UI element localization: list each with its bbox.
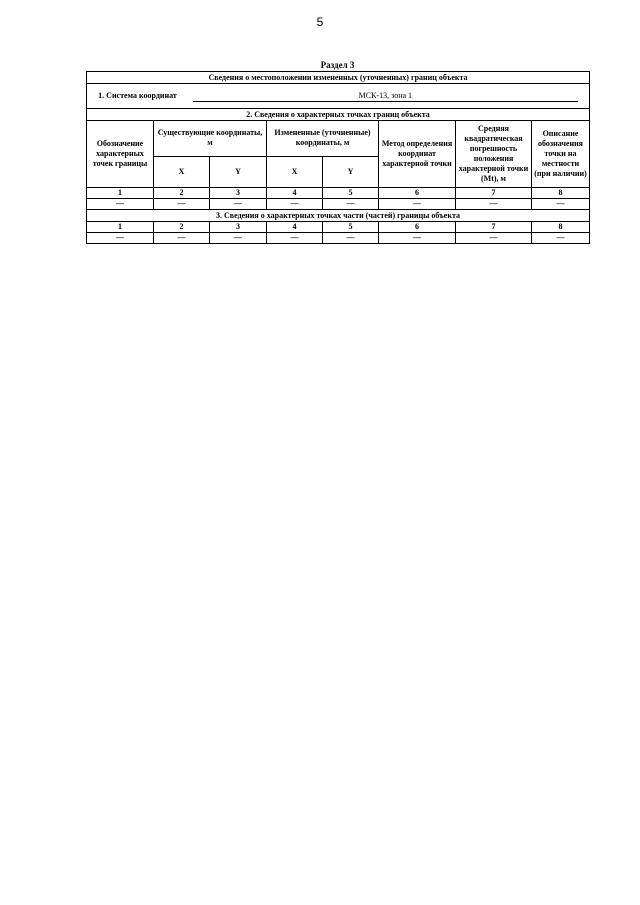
table-cell: — [323,199,379,210]
table-cell: — [379,233,456,244]
table-cell: — [154,233,210,244]
col-number: 5 [323,222,379,233]
table-row [87,233,590,244]
table-cell: — [456,199,532,210]
col-number: 1 [87,222,154,233]
section1-title: Сведения о местоположении измененных (уточненных) границ объекта [87,72,590,84]
header-changed-y: Y [323,156,379,187]
coord-system-value: МСК-13, зона 1 [193,91,578,102]
boundary-table [86,71,590,244]
table-cell: — [267,233,323,244]
section-title: Раздел 3 [320,60,355,70]
table-cell: — [532,233,590,244]
header-changed-x: X [267,156,323,187]
header-existing: Существующие координаты, м [154,121,267,157]
header-method: Метод определения координат характерной точки [379,121,456,188]
col-number: 2 [154,222,210,233]
table-cell: — [87,199,154,210]
section3-title-row [87,210,590,222]
table-cell: — [210,233,267,244]
table-cell: — [267,199,323,210]
col-number: 8 [532,188,590,199]
col-number: 5 [323,188,379,199]
header-existing-x: X [154,156,210,187]
col-number: 7 [456,188,532,199]
col-number: 3 [210,188,267,199]
header-description: Описание обозначения точки на местности (при наличии) [532,121,590,188]
table-cell: — [532,199,590,210]
section2-title: 2. Сведения о характерных точках границ объекта [87,109,590,121]
table-cell: — [379,199,456,210]
header-changed: Измененные (уточненные) координаты, м [267,121,379,157]
table-cell: — [154,199,210,210]
col-number: 2 [154,188,210,199]
page-number: 5 [316,15,324,29]
col-number: 8 [532,222,590,233]
col-number: 1 [87,188,154,199]
header-designation: Обозначение характерных точек границы [87,121,154,188]
section3-title: 3. Сведения о характерных точках части (частей) границы объекта [87,210,590,222]
header-error: Средняя квадратическая погрешность положения характерной точки (Mt), м [456,121,532,188]
col-number: 4 [267,222,323,233]
section2-column-numbers [87,188,590,199]
col-number: 3 [210,222,267,233]
col-number: 7 [456,222,532,233]
header-existing-y: Y [210,156,267,187]
section2-title-row [87,109,590,121]
table-row [87,199,590,210]
section3-column-numbers [87,222,590,233]
col-number: 6 [379,222,456,233]
coord-system-label: 1. Система координат [98,90,177,100]
section2-header-row-1 [87,121,590,157]
section1-title-row [87,72,590,84]
coord-system-cell [87,84,590,109]
table-cell: — [210,199,267,210]
col-number: 6 [379,188,456,199]
col-number: 4 [267,188,323,199]
table-cell: — [323,233,379,244]
coord-system-row [87,84,590,109]
table-cell: — [87,233,154,244]
table-cell: — [456,233,532,244]
